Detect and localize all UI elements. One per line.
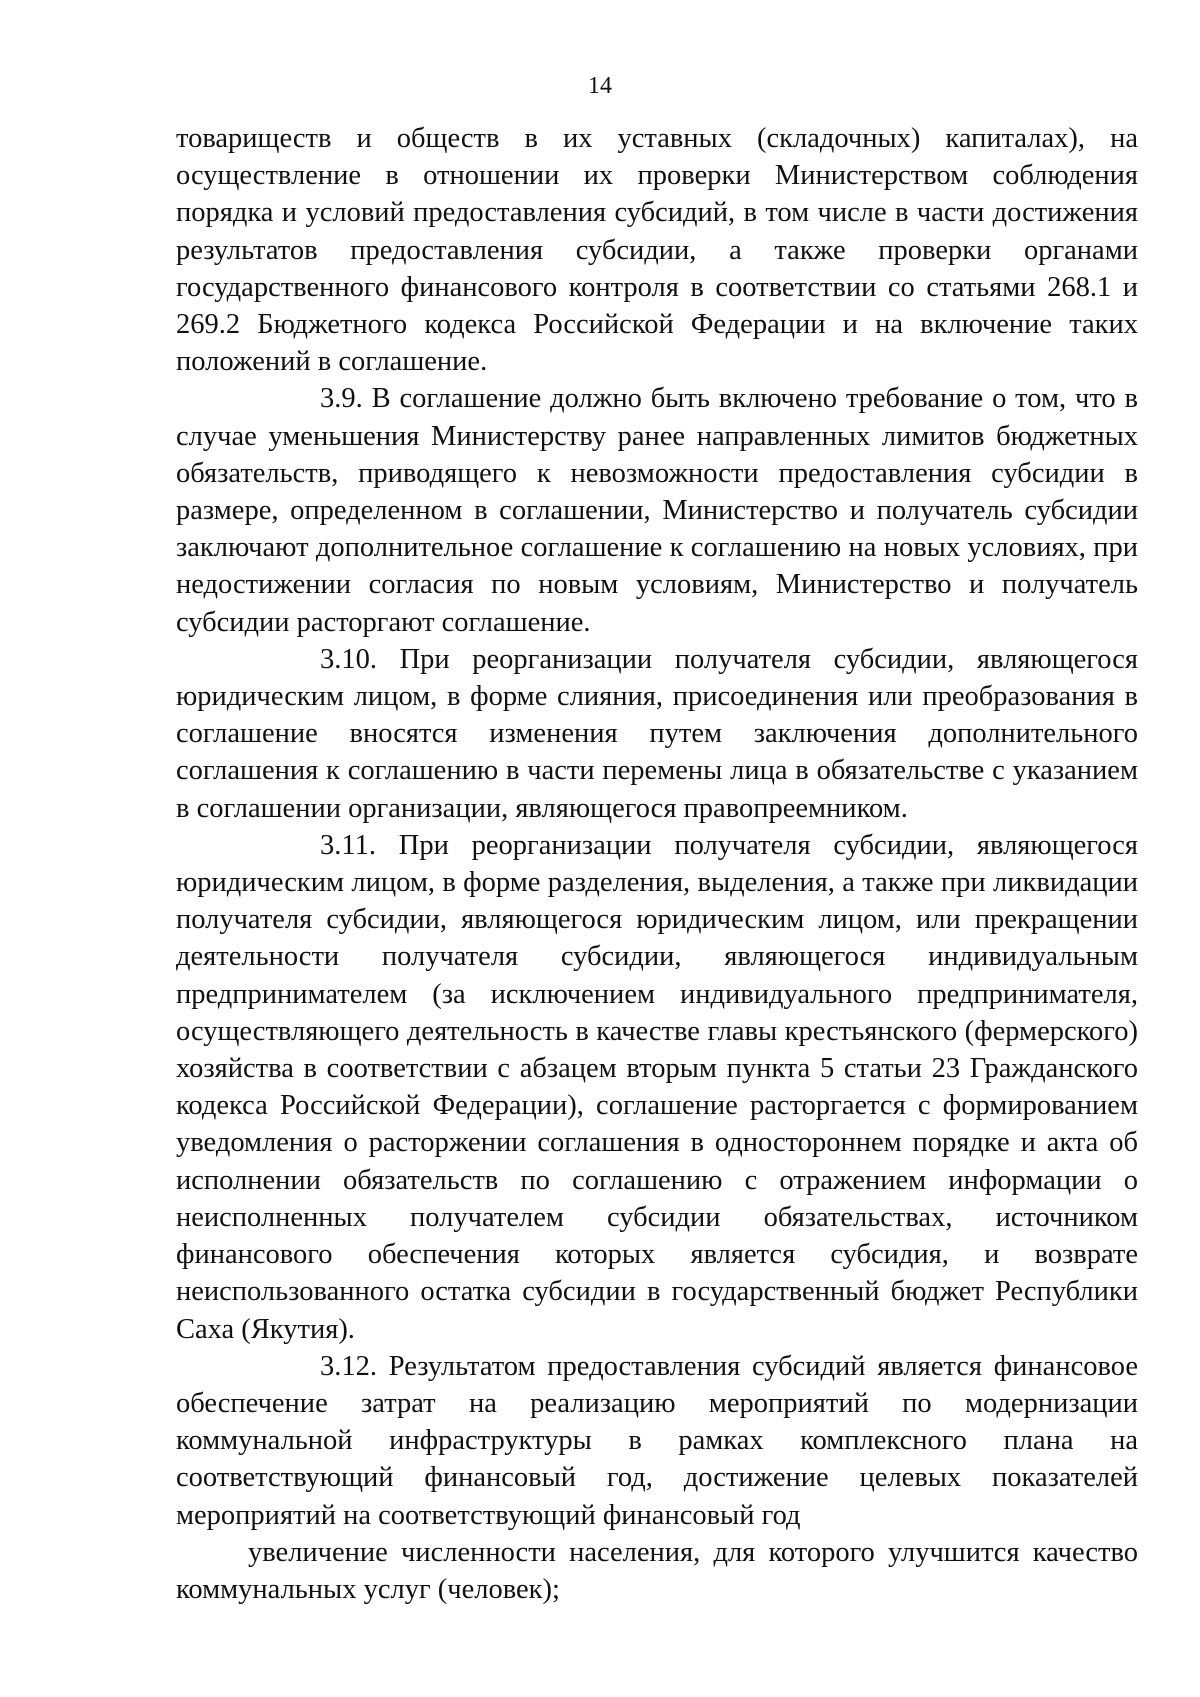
paragraph-text: В соглашение должно быть включено требование о том, что в случае уменьшения Министерству ранее направленных лимитов бюджетных обязательств, приводящего к невозможности предоставления субсидии в размере, определенном в соглашении, Министерство и получатель субсидии заключают дополнительное соглашение к соглашению на новых условиях, при недостижении согласия по новым условиям, Министерство и получатель субсидии расторгают соглашение.: [176, 383, 1138, 638]
paragraph-3-9: [176, 380, 1138, 640]
paragraph-text: При реорганизации получателя субсидии, являющегося юридическим лицом, в форме слияния, присоединения или преобразования в соглашение вносятся изменения путем заключения дополнительного соглашения к соглашению в части перемены лица в обязательстве с указанием в соглашении организации, являющегося правопреемником.: [176, 643, 1138, 824]
paragraph-3-11: [176, 827, 1138, 1348]
paragraph-3-10: [176, 641, 1138, 827]
paragraph-text: увеличение численности населения, для которого улучшится качество коммунальных услуг (человек);: [176, 1536, 1138, 1605]
document-body: [176, 120, 1138, 1608]
paragraph-text: товариществ и обществ в их уставных (складочных) капиталах), на осуществление в отношении их проверки Министерством соблюдения порядка и условий предоставления субсидий, в том числе в части достижения результатов предоставления субсидии, а также проверки органами государственного финансового контроля в соответствии со статьями 268.1 и 269.2 Бюджетного кодекса Российской Федерации и на включение таких положений в соглашение.: [176, 123, 1138, 378]
page-number: 14: [588, 73, 612, 99]
paragraph-text: Результатом предоставления субсидий является финансовое обеспечение затрат на реализацию мероприятий по модернизации коммунальной инфраструктуры в рамках комплексного плана на соответствующий финансовый год, достижение целевых показателей мероприятий на соответствующий финансовый год: [176, 1350, 1138, 1531]
paragraph-number: 3.10.: [320, 643, 377, 675]
paragraph-text: При реорганизации получателя субсидии, являющегося юридическим лицом, в форме разделения, выделения, а также при ликвидации получателя субсидии, являющегося юридическим лицом, или прекращении деятельности получателя субсидии, являющегося индивидуальным предпринимателем (за исключением индивидуального предпринимателя, осуществляющего деятельность в качестве главы крестьянского (фермерского) хозяйства в соответствии с абзацем вторым пункта 5 статьи 23 Гражданского кодекса Российской Федерации), соглашение расторгается с формированием уведомления о расторжении соглашения в одностороннем порядке и акта об исполнении обязательств по соглашению с отражением информации о неисполненных получателем субсидии обязательствах, источником финансового обеспечения которых является субсидия, и возврате неиспользованного остатка субсидии в государственный бюджет Республики Саха (Якутия).: [176, 829, 1138, 1345]
paragraph-3-12: [176, 1348, 1138, 1534]
paragraph-number: 3.12.: [320, 1350, 377, 1382]
paragraph-indicator: [176, 1534, 1138, 1608]
paragraph-continuation: [176, 120, 1138, 380]
paragraph-number: 3.11.: [320, 829, 376, 861]
paragraph-number: 3.9.: [320, 383, 363, 415]
